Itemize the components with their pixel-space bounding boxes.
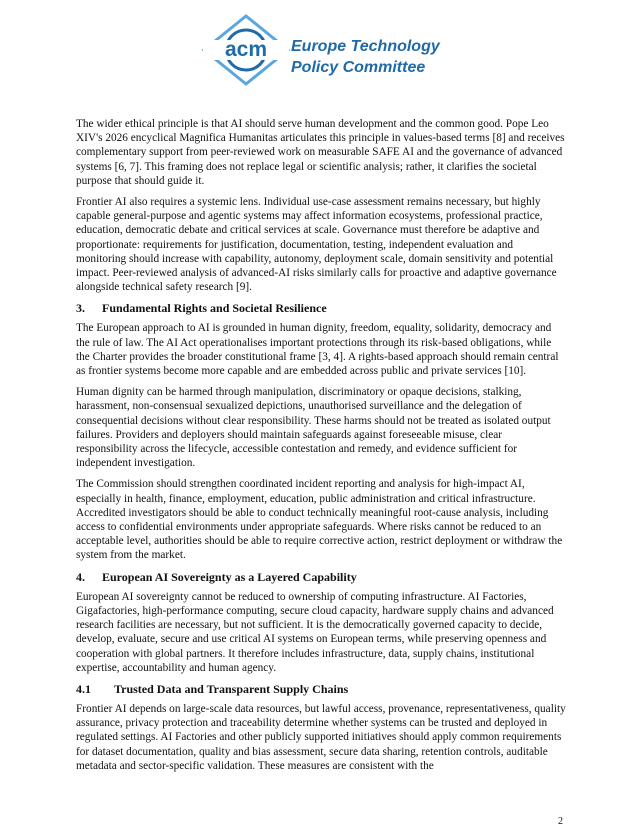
section-number: 4.1 xyxy=(76,681,91,696)
section-heading-3 xyxy=(76,301,566,315)
logo-line-1: Europe Technology xyxy=(291,38,440,55)
paragraph: Human dignity can be harmed through manipulation, discriminatory or opaque decisions, stalking, harassment, non-consensual sexualized depictions, unauthorised surveillance and the delegation of consequential decisions without clear responsibility. These harms should not be treated as isolated output failures. Providers and deployers should maintain safeguards against foreseeable misuse, clear responsibility across the lifecycle, accessible contestation and remedy, and evidence sufficient for independent investigation. xyxy=(76,386,551,470)
logo-line-2: Policy Committee xyxy=(291,59,426,76)
acm-mark: acm xyxy=(224,38,268,61)
page-number: 2 xyxy=(558,816,563,827)
subsection-heading-4-1 xyxy=(76,682,566,696)
section-number: 4. xyxy=(76,569,85,584)
document-body xyxy=(76,117,566,780)
section-title: Fundamental Rights and Societal Resilience xyxy=(102,301,327,316)
section-number: 3. xyxy=(76,301,85,316)
acm-diamond-icon xyxy=(200,14,292,86)
section-heading-4 xyxy=(76,570,566,584)
paragraph: The Commission should strengthen coordinated incident reporting and analysis for high-impact AI, especially in health, finance, employment, education, public administration and critical infrastructure. Accredited investigators should be able to conduct technically meaningful root-cause analysis, including access to confidential environments under appropriate safeguards. Where risks cannot be reduced to an acceptable level, authorities should be able to require corrective action, restrict deployment or withdraw the system from the market. xyxy=(76,478,563,562)
section-title: European AI Sovereignty as a Layered Capability xyxy=(102,569,357,584)
committee-name xyxy=(291,36,440,78)
section-title: Trusted Data and Transparent Supply Chains xyxy=(114,681,349,696)
acm-europe-tpc-logo xyxy=(200,14,460,86)
paragraph: Frontier AI depends on large-scale data resources, but lawful access, provenance, representativeness, quality assurance, privacy protection and traceability determine whether systems can be trusted and deployed in regulated settings. AI Factories and other publicly supported initiatives should apply common requirements for dataset documentation, quality and bias assessment, secure data sharing, retention controls, auditable metadata and sector-specific validation. These measures are consistent with the xyxy=(76,702,566,772)
paragraph: Frontier AI also requires a systemic lens. Individual use-case assessment remains necessary, but highly capable general-purpose and agentic systems may affect information ecosystems, professional practice, education, democratic debate and critical services at scale. Governance must therefore be adaptive and proportionate: requirements for justification, documentation, testing, independent evaluation and monitoring should increase with capability, autonomy, deployment scale, domain sensitivity and potential impact. Peer-reviewed analysis of advanced-AI risks similarly calls for proactive and adaptive governance alongside technical safety research [9]. xyxy=(76,196,557,294)
paragraph: The wider ethical principle is that AI should serve human development and the common good. Pope Leo XIV's 2026 encyclical Magnifica Humanitas articulates this principle in values-based terms [8] and receives complementary support from peer-reviewed work on measurable SAFE AI and the governance of advanced systems [6, 7]. This framing does not replace legal or scientific analysis; rather, it clarifies the societal purpose that should guide it. xyxy=(76,118,565,187)
paragraph: European AI sovereignty cannot be reduced to ownership of computing infrastructure. AI Factories, Gigafactories, high-performance computing, secure cloud capacity, hardware supply chains and advanced research facilities are necessary, but not sufficient. It is the democratically governed capacity to decide, develop, evaluate, secure and use critical AI systems on European terms, while preserving openness and cooperation with global partners. It therefore includes infrastructure, data, supply chains, institutional expertise, accountability and human agency. xyxy=(76,590,554,674)
paragraph: The European approach to AI is grounded in human dignity, freedom, equality, solidarity, democracy and the rule of law. The AI Act operationalises important protections through its risk-based obligations, while the Charter provides the broader constitutional frame [3, 4]. A rights-based approach should remain central as frontier systems become more capable and are embedded across public and private services [10]. xyxy=(76,322,559,378)
